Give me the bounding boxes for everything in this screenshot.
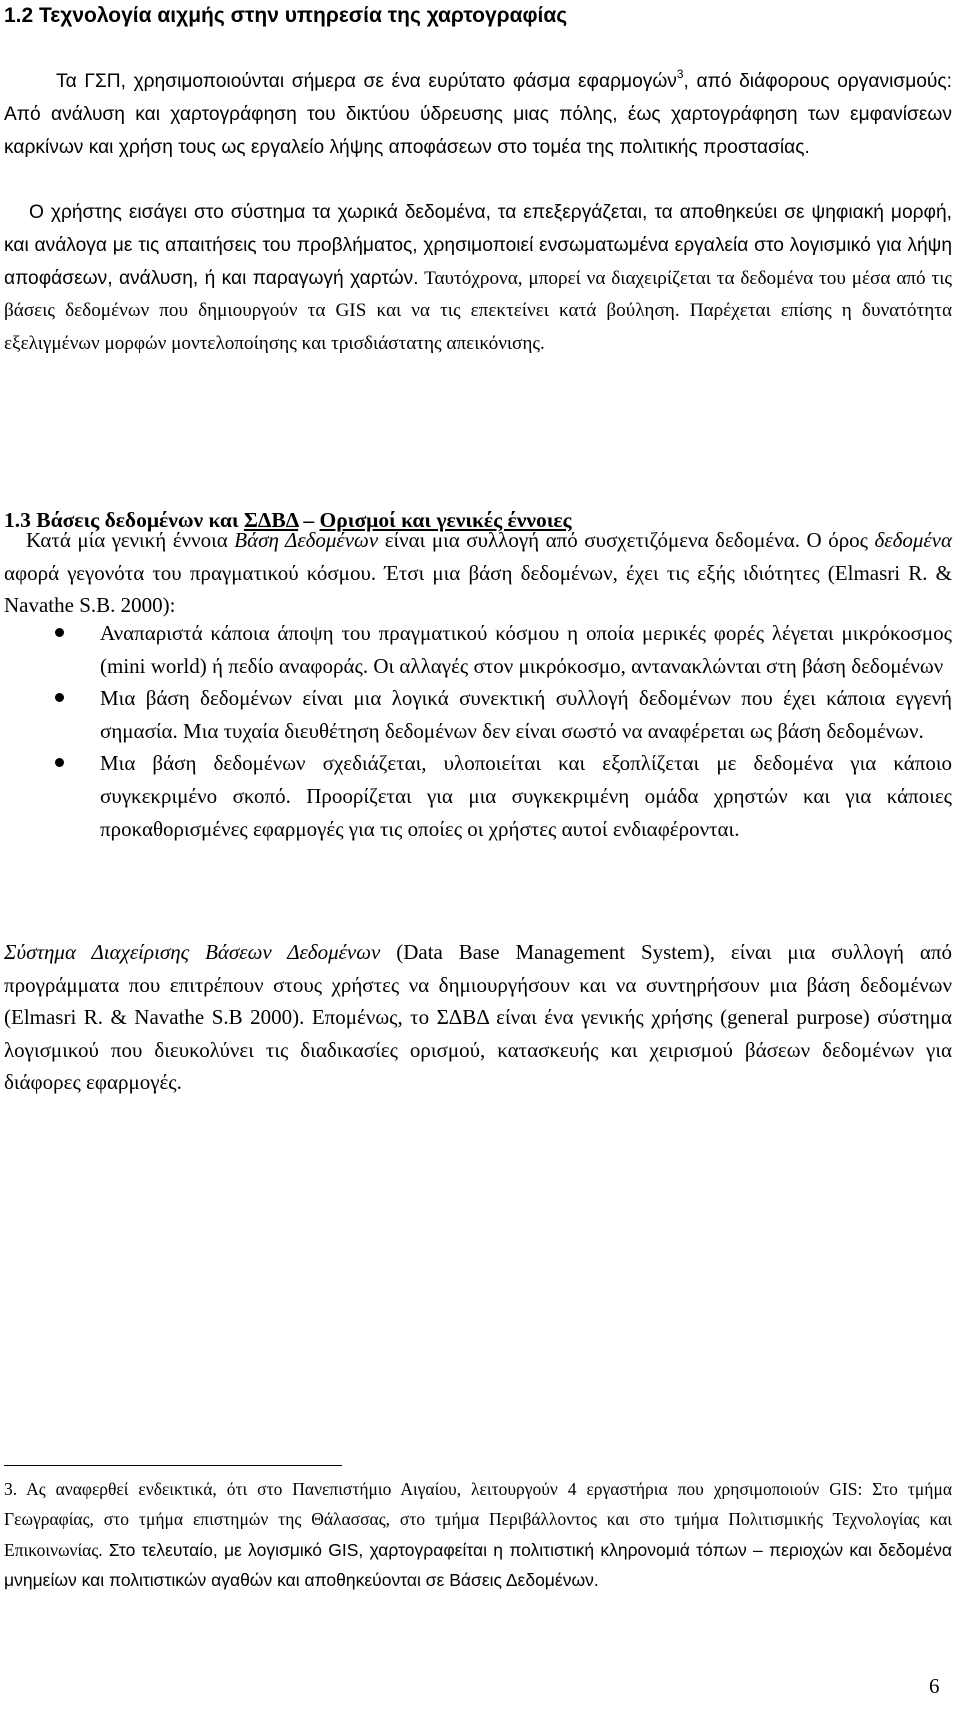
bullet-icon	[55, 628, 64, 637]
paragraph-gis-applications	[4, 66, 952, 164]
footnote-separator	[4, 1465, 342, 1466]
paragraph-database-definition	[4, 524, 952, 622]
paragraph-text: Ταυτόχρονα, μπορεί να διαχειρίζεται τα δεδομένα του μέσα από τις βάσεις δεδομένων που δημιουργούν τα GIS και να τις επεκτείνει κατά βούληση. Παρέχεται επίσης η δυνατότητα εξελιγμένων μορφών μοντελοποίησης και τρισδιάστατης απεικόνισης.	[4, 267, 952, 355]
database-properties-list	[0, 617, 952, 845]
section-heading-1-2: 1.2 Τεχνολογία αιχμής στην υπηρεσία της χαρτογραφίας	[4, 4, 568, 27]
paragraph-text: αφορά γεγονότα του πραγματικού κόσμου. Έτσι μια βάση δεδομένων, έχει τις εξής ιδιότητες (Elmasri R. & Navathe S.B. 2000):	[4, 560, 952, 618]
paragraph-text: Κατά μία γενική έννοια	[26, 528, 235, 552]
paragraph-text: Ο χρήστης εισάγει στο σύστημα τα χωρικά δεδομένα, τα επεξεργάζεται, τα αποθηκεύει σε ψηφιακή μορφή, και ανάλογα με τις απαιτήσεις του προβλήματος, χρησιμοποιεί ενσωματωμένα εργαλεία στο λογισμικό για λήψη αποφάσεων, ανάλυση, ή και παραγωγή χαρτών.	[4, 202, 952, 289]
bullet-icon	[55, 758, 64, 767]
paragraph-text: (Data Base Management System), είναι μια συλλογή από προγράμματα που επιτρέπουν στους χρήστες να δημιουργήσουν και να συντηρήσουν μια βάση δεδομένων (Elmasri R. & Navathe S.B 2000). Επομένως, το ΣΔΒΔ είναι ένα γενικής χρήσης (general purpose) σύστημα λογισμικού που διευκολύνει τις διαδικασίες ορισμού, κατασκευής και χειρισμού βάσεων δεδομένων για διάφορες εφαρμογές.	[4, 940, 952, 1095]
footnote-3	[4, 1474, 952, 1596]
footnote-reference: 3	[676, 66, 684, 81]
paragraph-text: είναι μια συλλογή από συσχετιζόμενα δεδομένα. Ο όρος	[378, 528, 875, 552]
italic-term: δεδομένα	[874, 528, 952, 552]
paragraph-text: , από διάφορους οργανισμούς: Από ανάλυση και χαρτογράφηση του δικτύου ύδρευσης μιας πόλης, έως χαρτογράφηση των εμφανίσεων καρκίνων και χρήση τους ως εργαλείο λήψης αποφάσεων στο τομέα της πολιτικής προστασίας.	[4, 71, 952, 158]
list-item	[0, 682, 952, 747]
heading-abbreviation: ΣΔΒΔ	[243, 508, 299, 532]
footnote-text: 3. Ας αναφερθεί ενδεικτικά, ότι στο Πανεπιστήμιο Αιγαίου, λειτουργούν 4 εργαστήρια που χρησιμοποιούν GIS: Στο τμήμα Γεωγραφίας, στο τμήμα επιστημών της Θάλασσας, στο τμήμα Περιβάλλοντος και στο τμήμα Πολιτισμικής Τεχνολογίας και Επικοινωνίας.	[4, 1479, 952, 1560]
paragraph-text: Τα ΓΣΠ, χρησιμοποιούνται σήμερα σε ένα ευρύτατο φάσμα εφαρμογών	[56, 71, 677, 92]
list-item-text: Αναπαριστά κάποια άποψη του πραγματικού κόσμου η οποία μερικές φορές λέγεται μικρόκοσμος (mini world) ή πεδίο αναφοράς. Οι αλλαγές στον μικρόκοσμο, αντανακλώνται στη βάση δεδομένων	[100, 621, 952, 678]
italic-term: Σύστημα Διαχείρισης Βάσεων Δεδομένων	[4, 940, 381, 964]
list-item	[0, 747, 952, 845]
heading-subtitle: Ορισμοί και γενικές έννοιες	[319, 508, 572, 532]
page-number: 6	[929, 1674, 940, 1698]
footnote-text: Στο τελευταίο, με λογισμικό GIS, χαρτογραφείται η πολιτιστική κληρονομιά τόπων – περιοχών και δεδομένα μνημείων και πολιτιστικών αγαθών και αποθηκεύονται σε Βάσεις Δεδομένων.	[4, 1539, 952, 1591]
list-item	[0, 617, 952, 682]
heading-dash: –	[298, 508, 320, 532]
bullet-icon	[55, 693, 64, 702]
paragraph-dbms-definition	[4, 936, 952, 1099]
heading-text: 1.3 Βάσεις δεδομένων και	[4, 508, 244, 532]
italic-term: Βάση Δεδομένων	[234, 528, 379, 552]
list-item-text: Μια βάση δεδομένων είναι μια λογικά συνεκτική συλλογή δεδομένων που έχει κάποια εγγενή σημασία. Μια τυχαία διευθέτηση δεδομένων δεν είναι σωστό να αναφέρεται ως βάση δεδομένων.	[100, 686, 952, 743]
list-item-text: Μια βάση δεδομένων σχεδιάζεται, υλοποιείται και εξοπλίζεται με δεδομένα για κάποιο συγκεκριμένο σκοπό. Προορίζεται για μια συγκεκριμένη ομάδα χρηστών και για κάποιες προκαθορισμένες εφαρμογές για τις οποίες οι χρήστες αυτοί ενδιαφέρονται.	[100, 751, 952, 841]
paragraph-user-workflow	[4, 197, 952, 361]
